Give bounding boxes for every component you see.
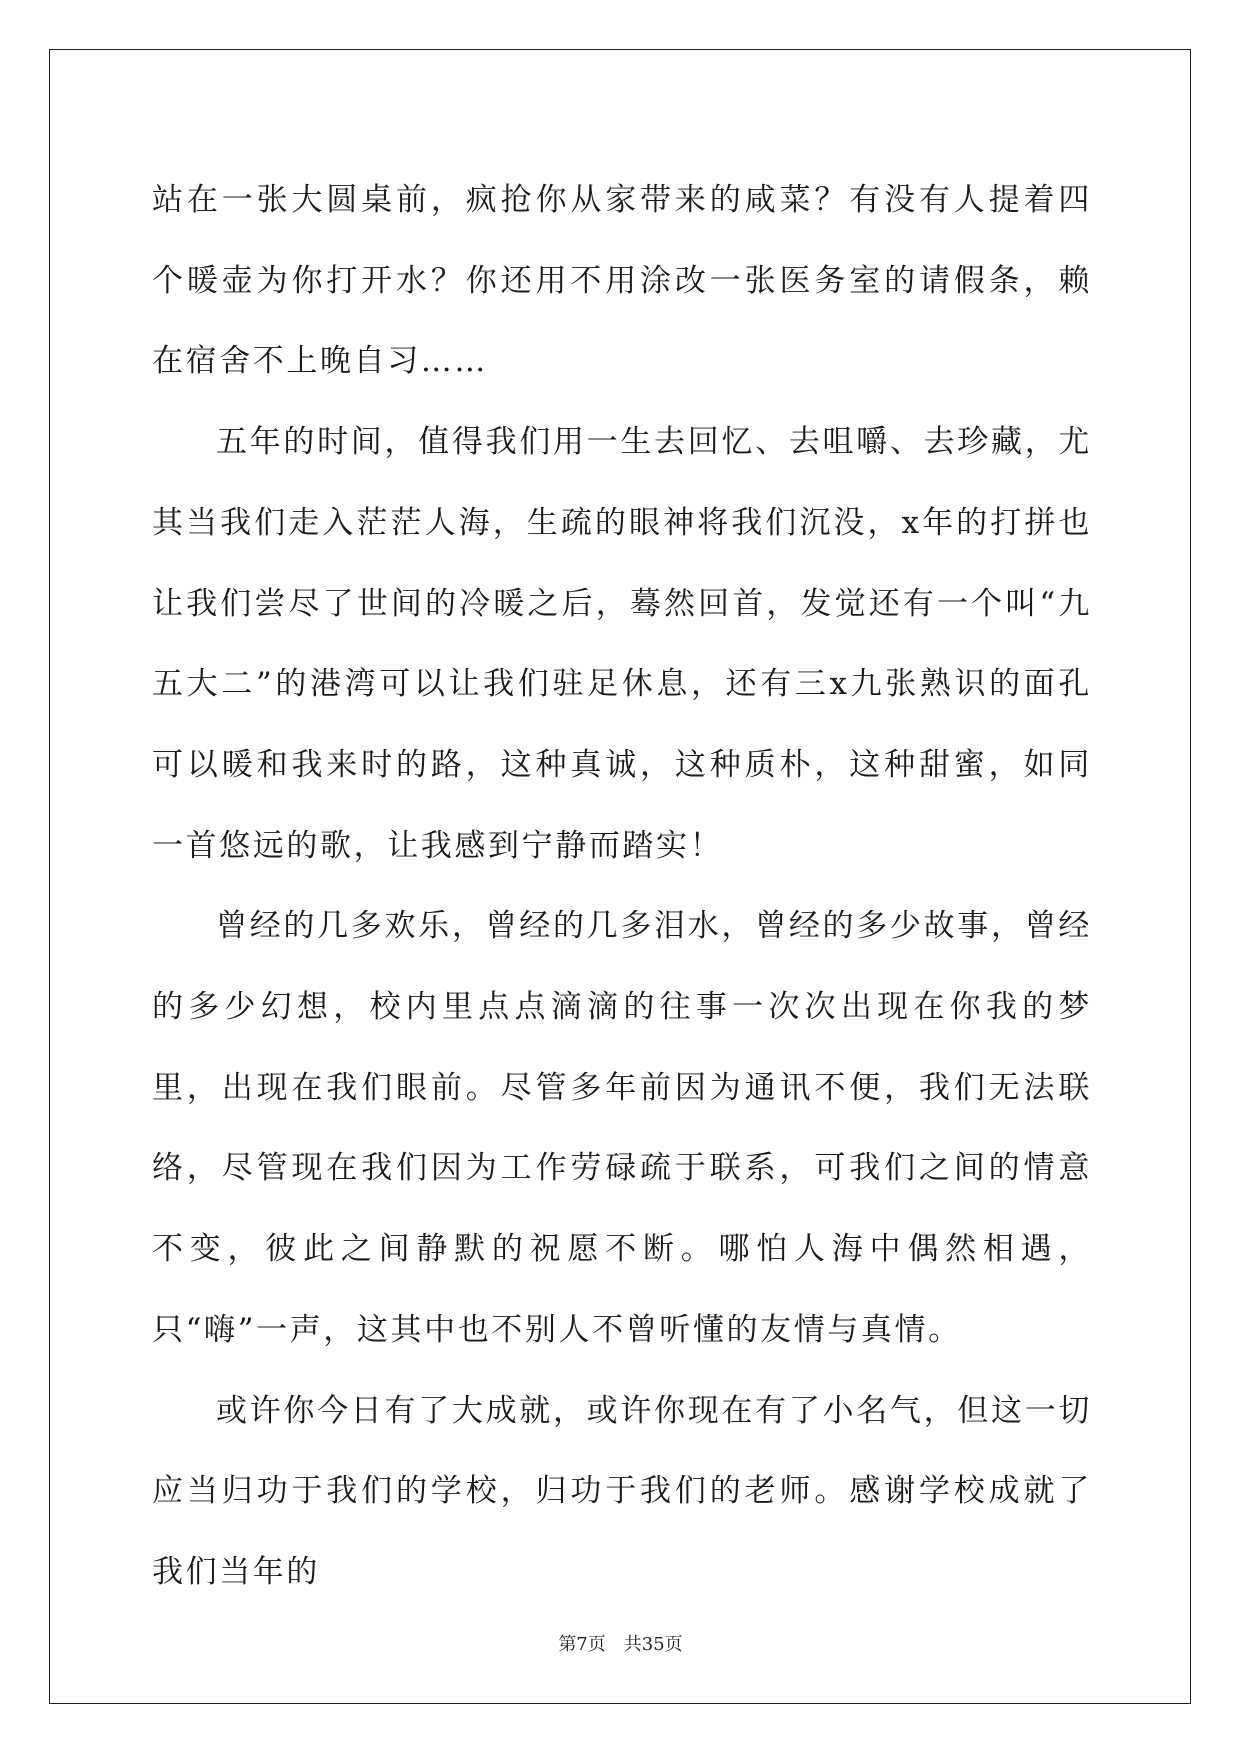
- page-footer: [0, 1630, 1241, 1656]
- page-total: 共35页: [623, 1634, 683, 1655]
- paragraph-2: 五年的时间，值得我们用一生去回忆、去咀嚼、去珍藏，尤其当我们走入茫茫人海，生疏的眼神将我们沉没，x年的打拼也让我们尝尽了世间的冷暖之后，蓦然回首，发觉还有一个叫“九五大二”的港湾可以让我们驻足休息，还有三x九张熟识的面孔可以暖和我来时的路，这种真诚，这种质朴，这种甜蜜，如同一首悠远的歌，让我感到宁静而踏实！: [152, 424, 1092, 864]
- paragraph-4: 或许你今日有了大成就，或许你现在有了小名气，但这一切应当归功于我们的学校，归功于我们的老师。感谢学校成就了我们当年的: [152, 1392, 1092, 1590]
- paragraph-3: 曾经的几多欢乐，曾经的几多泪水，曾经的多少故事，曾经的多少幻想，校内里点点滴滴的往事一次次出现在你我的梦里，出现在我们眼前。尽管多年前因为通讯不便，我们无法联络，尽管现在我们因为工作劳碌疏于联系，可我们之间的情意不变，彼此之间静默的祝愿不断。哪怕人海中偶然相遇，只“嗨”一声，这其中也不别人不曾听懂的友情与真情。: [152, 908, 1092, 1348]
- document-body: [152, 160, 1092, 1613]
- paragraph-1: 站在一张大圆桌前，疯抢你从家带来的咸菜？有没有人提着四个暖壶为你打开水？你还用不用涂改一张医务室的请假条，赖在宿舍不上晚自习……: [152, 182, 1092, 380]
- page-number: 第7页: [558, 1634, 606, 1655]
